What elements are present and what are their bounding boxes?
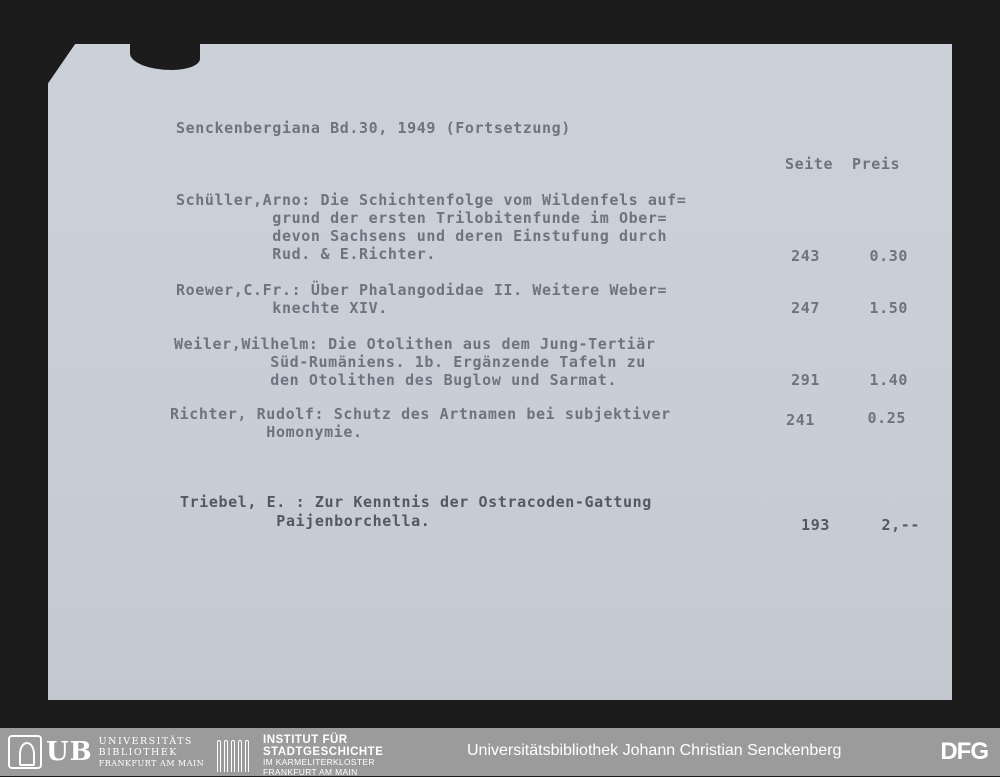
entry-line: knechte XIV. [176, 298, 388, 318]
isg-logo[interactable] [215, 734, 383, 777]
column-header-page: Seite [785, 154, 833, 174]
entry-line: grund der ersten Trilobitenfunde im Ober= [176, 208, 667, 228]
entry-line: Homonymie. [170, 422, 363, 442]
seal-icon [8, 735, 42, 769]
entry-line: Triebel, E. : Zur Kenntnis der Ostracoden-Gattung [180, 492, 652, 512]
footer-title[interactable]: Universitätsbibliothek Johann Christian Senckenberg [467, 742, 841, 760]
entry-line: Schüller,Arno: Die Schichtenfolge vom Wildenfels auf= [176, 190, 686, 210]
entry-page: 193 [780, 515, 830, 535]
entry-page: 291 [770, 370, 820, 390]
entry-price: 0.25 [848, 408, 906, 428]
isg-logo-line2: STADTGESCHICHTE [263, 746, 383, 758]
ub-logo-line1: UNIVERSITÄTS [99, 736, 205, 747]
entry-line: Süd-Rumäniens. 1b. Ergänzende Tafeln zu [174, 352, 646, 372]
entry-line: Paijenborchella. [180, 511, 430, 531]
entry-line: Rud. & E.Richter. [176, 244, 436, 264]
ub-logo-text [99, 736, 205, 769]
ub-logo-line3: FRANKFURT AM MAIN [99, 758, 205, 769]
entry-price: 0.30 [850, 246, 908, 266]
ub-logo[interactable] [8, 735, 204, 769]
entry-line: den Otolithen des Buglow und Sarmat. [174, 370, 617, 390]
isg-logo-line1: INSTITUT FÜR [263, 734, 383, 746]
entry-line: Weiler,Wilhelm: Die Otolithen aus dem Jung-Tertiär [174, 334, 656, 354]
isg-logo-line3: IM KARMELITERKLOSTER [263, 758, 383, 768]
entry-price: 1.50 [850, 298, 908, 318]
entry-line: Roewer,C.Fr.: Über Phalangodidae II. Weitere Weber= [176, 280, 667, 300]
footer-bar [0, 728, 1000, 776]
ub-logo-line2: BIBLIOTHEK [99, 747, 205, 758]
entry-price: 2,-- [858, 515, 920, 535]
arches-icon [215, 738, 257, 774]
entry-line: devon Sachsens und deren Einstufung durch [176, 226, 667, 246]
dfg-logo[interactable]: DFG [940, 738, 988, 766]
column-header-price: Preis [852, 154, 900, 174]
document-header: Senckenbergiana Bd.30, 1949 (Fortsetzung) [176, 118, 571, 138]
isg-logo-line4: FRANKFURT AM MAIN [263, 768, 383, 777]
entry-page: 243 [770, 246, 820, 266]
ub-logo-mark: UB [46, 737, 93, 767]
entry-price: 1.40 [850, 370, 908, 390]
entry-page: 247 [770, 298, 820, 318]
entry-line: Richter, Rudolf: Schutz des Artnamen bei subjektiver [170, 404, 671, 424]
entry-page: 241 [765, 410, 815, 430]
